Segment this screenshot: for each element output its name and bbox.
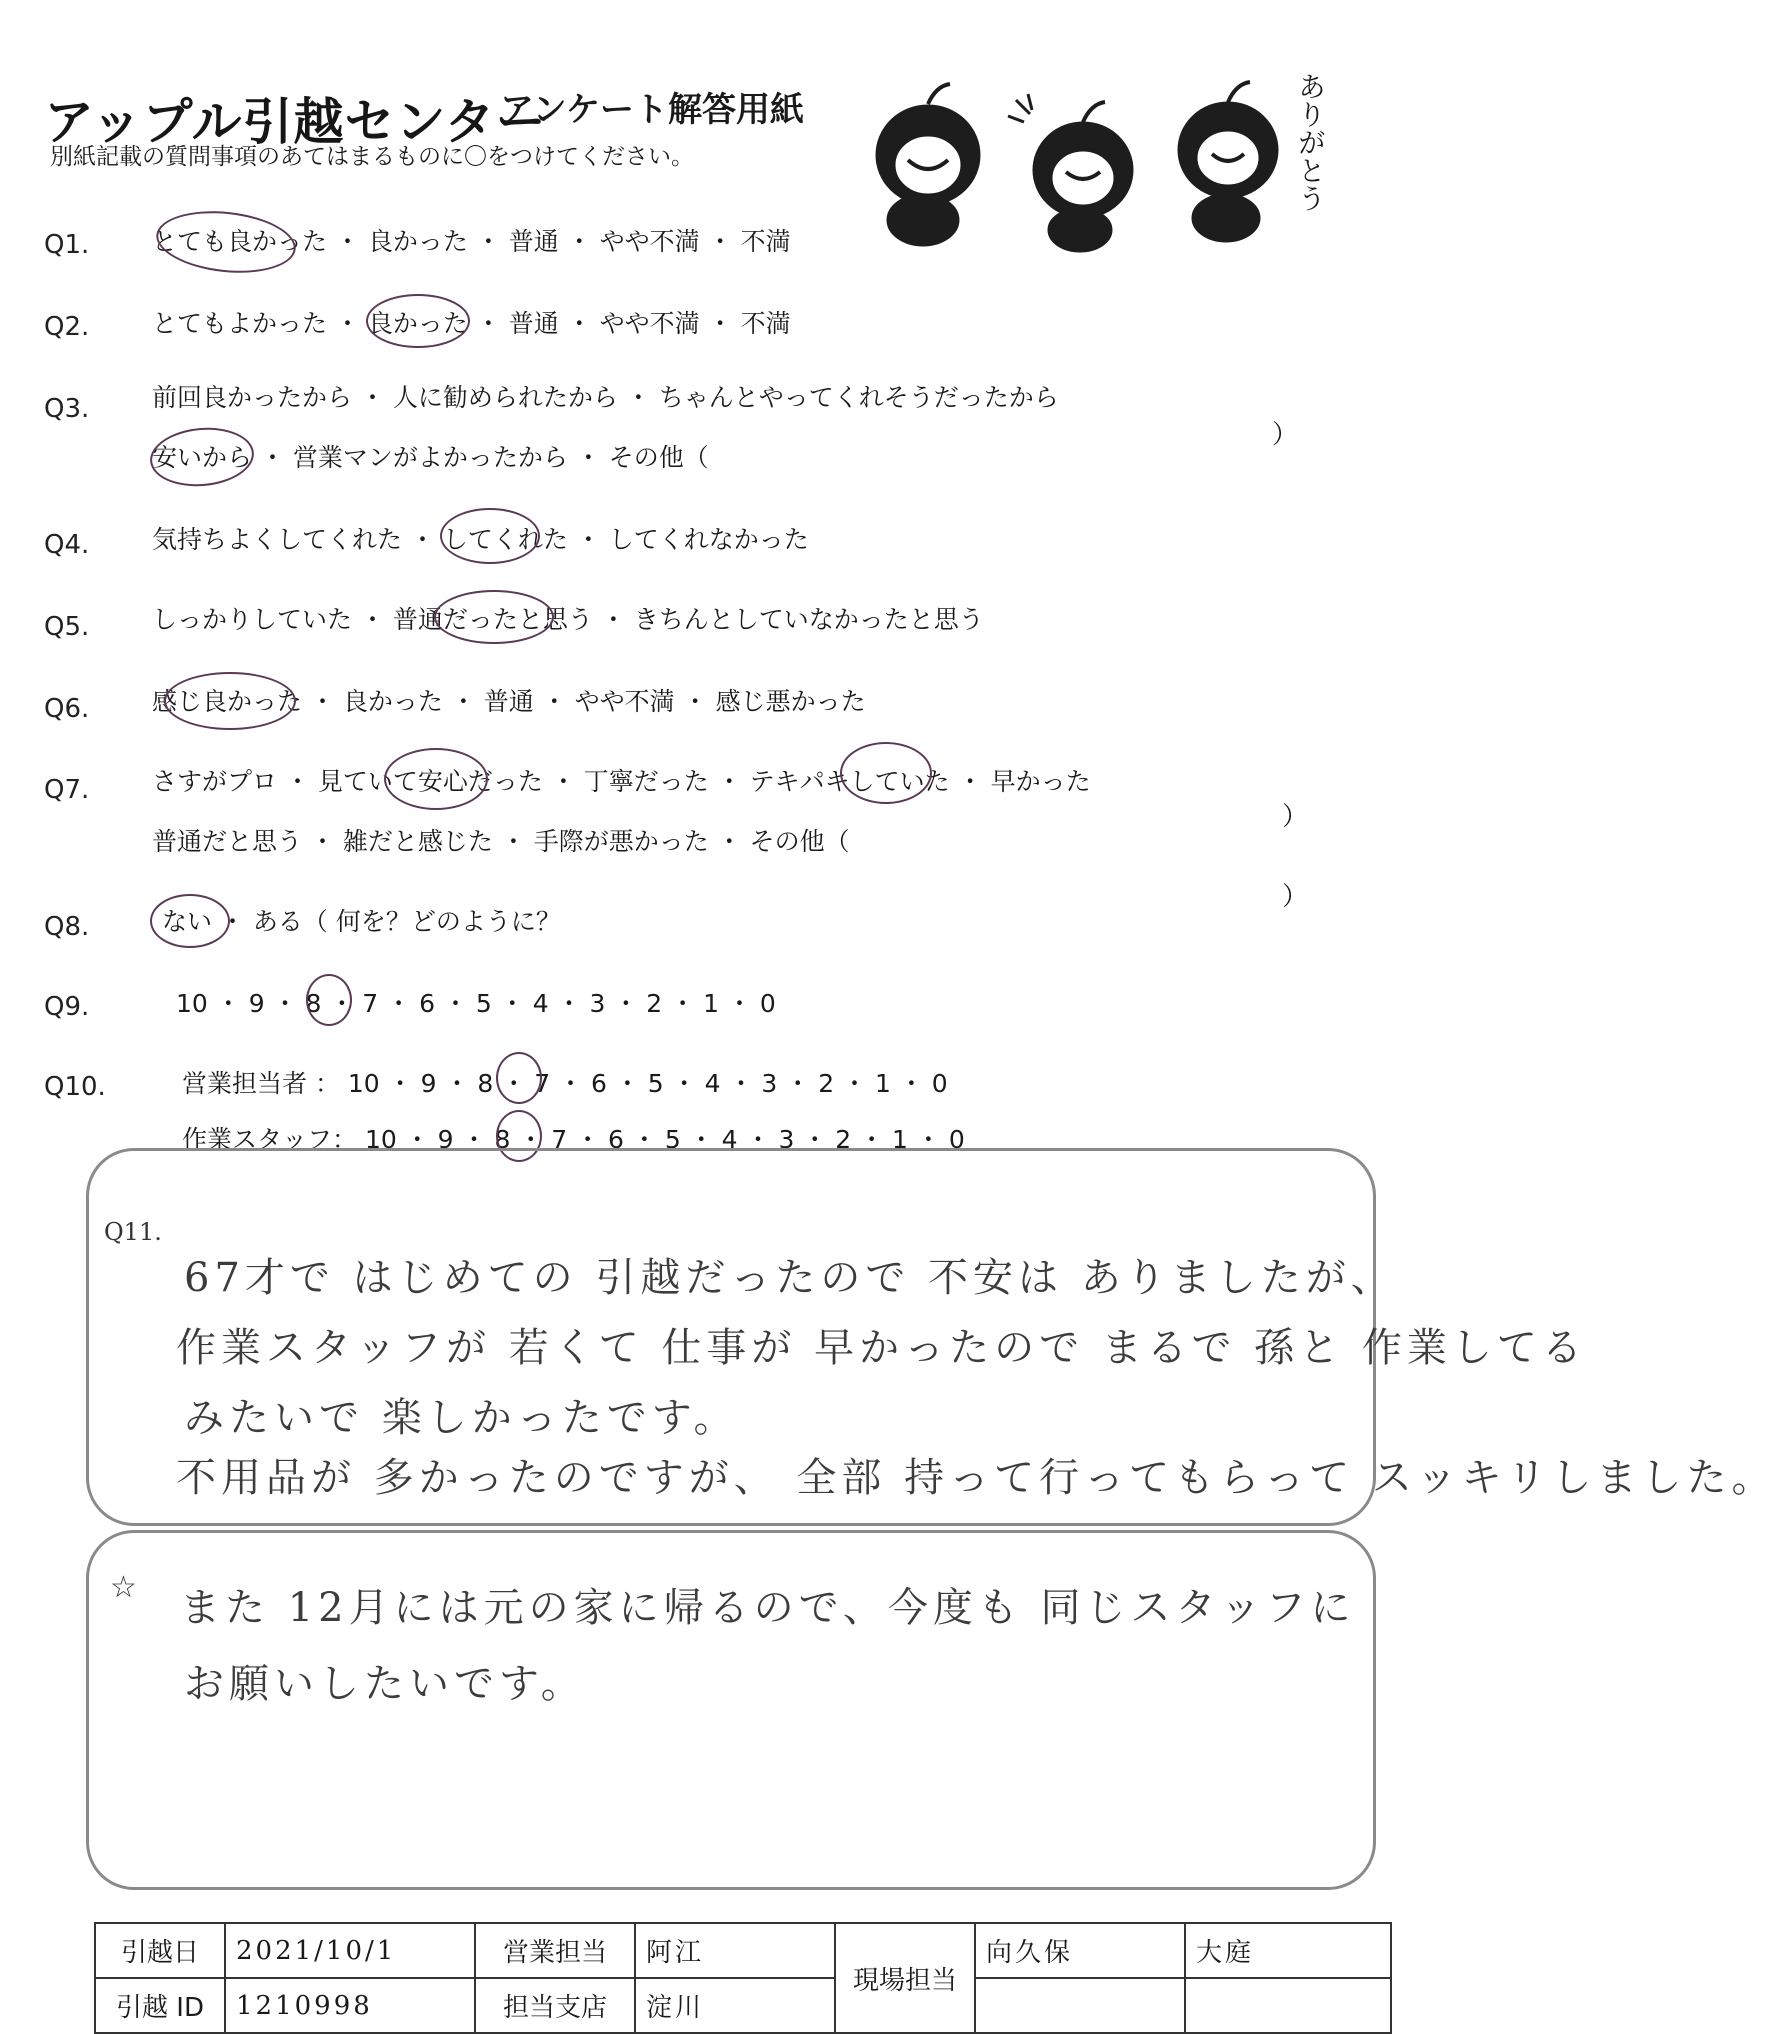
q2-options: とてもよかった ・ 良かった ・ 普通 ・ やや不満 ・ 不満 [152, 309, 791, 338]
q7-options-line2: 普通だと思う ・ 雑だと感じた ・ 手際が悪かった ・ その他（ [152, 827, 850, 856]
q7-label: Q7. [44, 775, 90, 805]
q3-label: Q3. [44, 394, 90, 424]
brand-title: アップル引越センター [44, 93, 547, 151]
extra-line-1: また 12月には元の家に帰るので、今度も 同じスタッフに [180, 1585, 1356, 1631]
q2-selected-circle [366, 294, 470, 348]
q9-scale: 10 ・ 9 ・ 8 ・ 7 ・ 6 ・ 5 ・ 4 ・ 3 ・ 2 ・ 1 ・ 0 [176, 989, 776, 1018]
q11-line-2: 作業スタッフが 若くて 仕事が 早かったので まるで 孫と 作業してる [176, 1325, 1587, 1371]
q7-selected-circle-2 [840, 742, 932, 804]
q10-staff-scale: 作業スタッフ： 10 ・ 9 ・ 8 ・ 7 ・ 6 ・ 5 ・ 4 ・ 3 ・ 2 ・ 1 ・ 0 [182, 1125, 965, 1154]
q3-options-line2: 安いから ・ 営業マンがよかったから ・ その他（ [152, 443, 709, 472]
star-icon: ☆ [110, 1570, 137, 1605]
branch-label: 担当支店 [475, 1978, 635, 2033]
q3-selected-circle [148, 424, 257, 491]
q11-label: Q11. [104, 1218, 162, 1246]
q7-selected-circle-1 [384, 748, 488, 810]
q7-options-line1: さすがプロ ・ 見ていて安心だった ・ 丁寧だった ・ テキパキしていた ・ 早かった [152, 767, 1091, 796]
q9-label: Q9. [44, 992, 90, 1022]
q8-label: Q8. [44, 912, 90, 942]
move-id-label: 引越 ID [95, 1978, 225, 2033]
q6-options: 感じ良かった ・ 良かった ・ 普通 ・ やや不満 ・ 感じ悪かった [152, 687, 866, 716]
sheet-subtitle: アンケート解答用紙 [500, 90, 804, 130]
q4-selected-circle [440, 508, 540, 564]
q8-options: ない ・ ある（ 何を？どのように？ [162, 907, 561, 936]
q3-options-line1: 前回良かったから ・ 人に勧められたから ・ ちゃんとやってくれそうだったから [152, 383, 1059, 412]
site-staff-1-value: 向久保 [975, 1923, 1185, 1978]
q10-label: Q10. [44, 1072, 106, 1102]
footer-info-table [94, 1922, 1392, 2034]
thanks-vertical-text: ありがとう [1294, 72, 1327, 212]
extra-line-2: お願いしたいです。 [184, 1661, 586, 1707]
monkey-center-icon [1008, 94, 1133, 252]
monkey-mascots-illustration [868, 60, 1338, 250]
site-staff-2-value: 大庭 [1185, 1923, 1391, 1978]
site-staff-empty-cell-2 [1185, 1978, 1391, 2033]
q10-sales-selected-circle [496, 1052, 542, 1104]
q1-selected-circle [153, 205, 299, 279]
q5-label: Q5. [44, 612, 90, 642]
q4-label: Q4. [44, 530, 90, 560]
q4-options: 気持ちよくしてくれた ・ してくれた ・ してくれなかった [152, 525, 809, 554]
q11-line-3: みたいで 楽しかったです。 [184, 1395, 739, 1441]
q1-label: Q1. [44, 230, 90, 260]
q2-label: Q2. [44, 312, 90, 342]
q6-label: Q6. [44, 694, 90, 724]
monkey-right-icon [1178, 82, 1278, 242]
q1-options: とても良かった ・ 良かった ・ 普通 ・ やや不満 ・ 不満 [152, 227, 791, 256]
q8-close-paren: ） [1282, 882, 1309, 912]
sales-rep-value: 阿江 [635, 1923, 835, 1978]
q11-line-1: 67才で はじめての 引越だったので 不安は ありましたが、 [184, 1255, 1396, 1301]
instruction-text: 別紙記載の質問事項のあてはまるものに〇をつけてください。 [50, 144, 694, 170]
site-staff-empty-cell-1 [975, 1978, 1185, 2033]
q6-selected-circle [164, 672, 296, 730]
site-staff-label: 現場担当 [835, 1923, 975, 2033]
monkey-left-icon [876, 84, 980, 246]
q5-selected-circle [434, 590, 554, 644]
q5-options: しっかりしていた ・ 普通だったと思う ・ きちんとしていなかったと思う [152, 605, 984, 634]
sales-rep-label: 営業担当 [475, 1923, 635, 1978]
move-date-value: 2021/10/1 [225, 1923, 475, 1978]
move-id-value: 1210998 [225, 1978, 475, 2033]
q8-selected-circle [150, 894, 230, 948]
q10-sales-scale: 営業担当者 ： 10 ・ 9 ・ 8 ・ 7 ・ 6 ・ 5 ・ 4 ・ 3 ・ 2 ・ 1 ・ 0 [182, 1069, 948, 1098]
q11-line-4: 不用品が 多かったのですが、 全部 持って行ってもらって スッキリしました。 [176, 1455, 1776, 1501]
branch-value: 淀川 [635, 1978, 835, 2033]
q7-close-paren: ） [1282, 802, 1309, 832]
move-date-label: 引越日 [95, 1923, 225, 1978]
q3-close-paren: ） [1272, 420, 1299, 450]
q9-selected-circle [306, 974, 352, 1026]
